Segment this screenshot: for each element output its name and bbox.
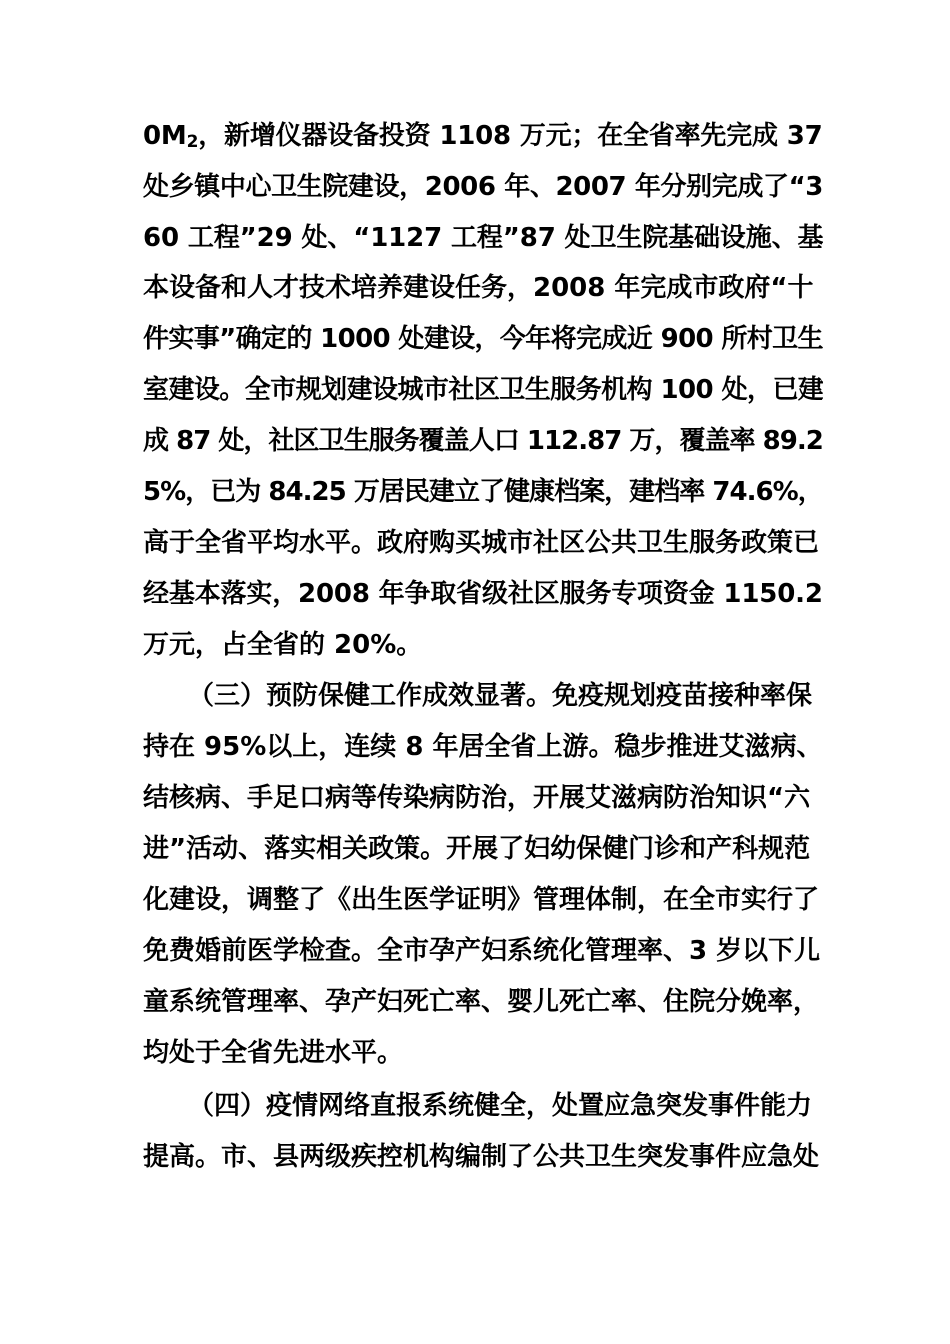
text-line-1 <box>143 111 823 161</box>
subscript-2: 2 <box>186 132 199 152</box>
text-line-18: 童系统管理率、孕产妇死亡率、婴儿死亡率、住院分娩率， <box>143 987 820 1017</box>
paragraph-heading-4: （四）疫情网络直报系统健全，处置应急突发事件能力 <box>188 1091 813 1121</box>
text-line-11: 万元，占全省的 20%。 <box>143 630 423 660</box>
text-line-4: 本设备和人才技术培养建设任务，2008 年完成市政府“十 <box>143 273 814 303</box>
paragraph-heading-3: （三）预防保健工作成效显著。免疫规划疫苗接种率保 <box>188 681 813 711</box>
text-line-14: 结核病、手足口病等传染病防治，开展艾滋病防治知识“六 <box>143 783 811 813</box>
text-line-21: 提高。市、县两级疾控机构编制了公共卫生突发事件应急处 <box>143 1142 820 1172</box>
text-line-10: 经基本落实，2008 年争取省级社区服务专项资金 1150.2 <box>143 579 823 609</box>
text-line-3: 60 工程”29 处、“1127 工程”87 处卫生院基础设施、基 <box>143 223 823 253</box>
text-line-16: 化建设，调整了《出生医学证明》管理体制，在全市实行了 <box>143 885 820 915</box>
text-line-6: 室建设。全市规划建设城市社区卫生服务机构 100 处，已建 <box>143 375 823 405</box>
text-line-17: 免费婚前医学检查。全市孕产妇系统化管理率、3 岁以下儿 <box>143 936 821 966</box>
text-line-5: 件实事”确定的 1000 处建设，今年将完成近 900 所村卫生 <box>143 324 823 354</box>
text-line-13: 持在 95%以上，连续 8 年居全省上游。稳步推进艾滋病、 <box>143 732 823 762</box>
text-line-2: 处乡镇中心卫生院建设，2006 年、2007 年分别完成了“3 <box>143 172 823 202</box>
text-segment: 0M <box>143 121 187 151</box>
text-segment: ，新增仪器设备投资 1108 万元；在全省率先完成 37 <box>198 121 823 151</box>
text-line-15: 进”活动、落实相关政策。开展了妇幼保健门诊和产科规范 <box>143 834 811 864</box>
text-line-9: 高于全省平均水平。政府购买城市社区公共卫生服务政策已 <box>143 528 820 558</box>
text-line-19: 均处于全省先进水平。 <box>143 1038 404 1068</box>
text-line-7: 成 87 处，社区卫生服务覆盖人口 112.87 万，覆盖率 89.2 <box>143 426 823 456</box>
text-line-8: 5%，已为 84.25 万居民建立了健康档案，建档率 74.6%， <box>143 477 823 507</box>
